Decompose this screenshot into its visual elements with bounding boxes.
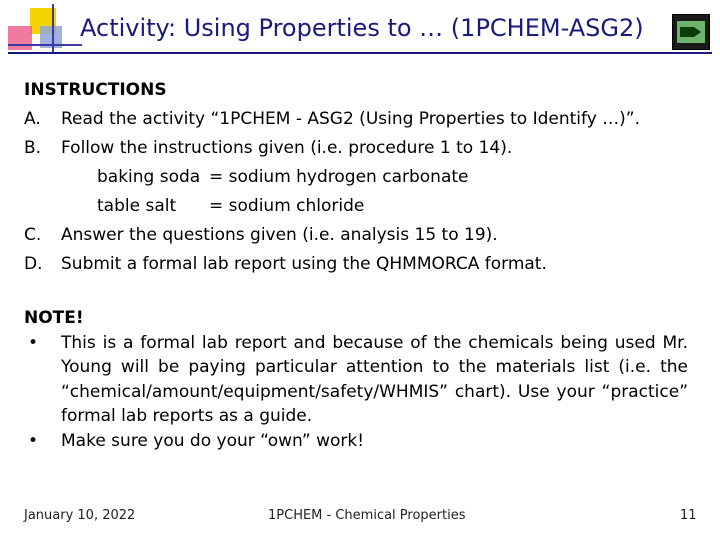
footer-page-number: 11 (680, 508, 697, 523)
bullet-marker: • (28, 332, 39, 353)
instruction-text: Submit a formal lab report using the QHMMORCA format. (61, 254, 547, 274)
footer-title: 1PCHEM - Chemical Properties (268, 508, 466, 523)
instructions-section (24, 76, 692, 279)
title-divider (8, 52, 712, 54)
bullet-marker: • (28, 430, 39, 451)
note-heading: NOTE! (24, 308, 84, 328)
instruction-marker: A. (24, 109, 41, 129)
instruction-item (24, 221, 692, 250)
definition-term: table salt (97, 196, 177, 216)
instruction-marker: D. (24, 254, 43, 274)
instruction-text: Follow the instructions given (i.e. procedure 1 to 14). (61, 138, 513, 158)
definition-item (24, 163, 692, 192)
instruction-marker: C. (24, 225, 42, 245)
footer-date: January 10, 2022 (24, 508, 136, 523)
decor-square-red (8, 26, 32, 50)
instruction-item (24, 134, 692, 163)
definition-item (24, 192, 692, 221)
video-camera-icon[interactable] (672, 14, 710, 50)
definition-term: baking soda (97, 167, 201, 187)
instruction-marker: B. (24, 138, 42, 158)
bullet-text: Make sure you do your “own” work! (61, 430, 365, 451)
instruction-item (24, 105, 692, 134)
bullet-text: This is a formal lab report and because of the chemicals being used Mr. Young will be paying particular attention to the materials list (i.e. the “chemical/amount/equipment/safety/WHMIS” chart). Use your “practice” formal lab reports as a guide. (61, 332, 688, 426)
instruction-text: Answer the questions given (i.e. analysis 15 to 19). (61, 225, 498, 245)
decor-horizontal-line (8, 44, 82, 46)
instruction-text: Read the activity “1PCHEM - ASG2 (Using Properties to Identify …)”. (61, 109, 641, 129)
note-bullet (24, 331, 688, 429)
definition-value: = sodium hydrogen carbonate (209, 167, 469, 187)
instruction-item (24, 250, 692, 279)
instructions-heading: INSTRUCTIONS (24, 80, 167, 100)
note-bullet (24, 429, 688, 454)
slide-title: Activity: Using Properties to … (1PCHEM-ASG2) (80, 14, 644, 42)
definition-value: = sodium chloride (209, 196, 365, 216)
note-section (24, 306, 688, 453)
